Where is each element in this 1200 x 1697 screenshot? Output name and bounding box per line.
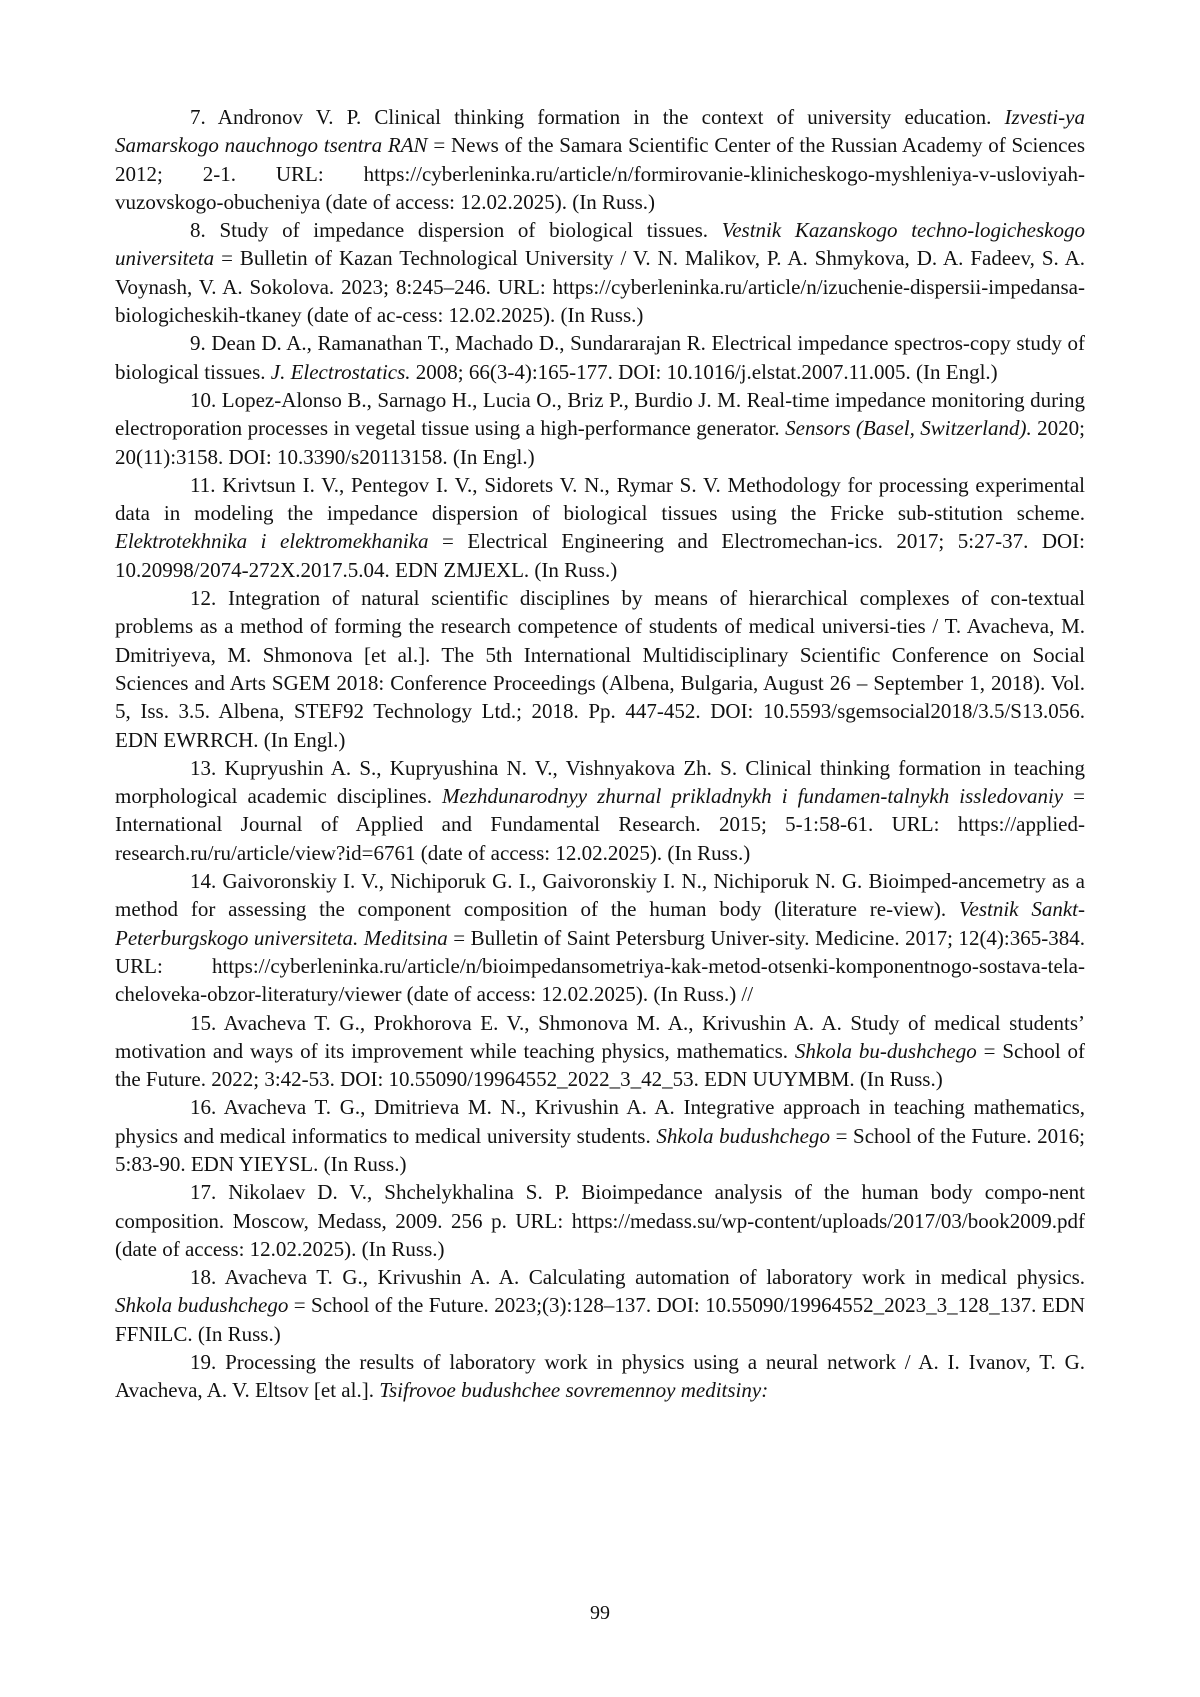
reference-entry [115, 1178, 1085, 1263]
reference-entry [115, 216, 1085, 329]
reference-journal-title: Vestnik Kazanskogo techno-logicheskogo universiteta [115, 218, 1085, 271]
reference-text: = Bulletin of Saint Petersburg Univer-sity. Medicine. 2017; 12(4):365-384. URL: https://cyberleninka.ru/article/n/bioimpedansometriya-kak-metod-otsenki-komponentnogo-sostava-tela-cheloveka-obzor-literatury/viewer (date of access: 12.02.2025). (In Russ.) // [115, 925, 1086, 1007]
reference-number: 14. [190, 869, 217, 894]
reference-text: Andronov V. P. Clinical thinking formation in the context of university education. [217, 105, 1005, 129]
reference-entry [115, 584, 1085, 754]
reference-number: 9. [190, 331, 206, 356]
reference-journal-title: Sensors (Basel, Switzerland). [785, 416, 1032, 441]
reference-journal-title: Mezhdunarodnyy zhurnal prikladnykh i fundamen-talnykh issledovaniy [442, 784, 1064, 809]
reference-number: 16. [190, 1095, 217, 1120]
reference-entry [115, 103, 1085, 216]
reference-entry [115, 754, 1085, 867]
reference-text: = International Journal of Applied and Fundamental Research. 2015; 5-1:58-61. URL: https://applied-research.ru/ru/article/view?id=6761 (date of access: 12.02.2025). (In Russ.) [115, 784, 1085, 865]
reference-text: Avacheva T. G., Dmitrieva M. N., Krivushin A. A. Integrative approach in teaching mathematics, physics and medical informatics to medical university students. [115, 1095, 1086, 1148]
reference-text: Processing the results of laboratory work in physics using a neural network / A. I. Ivanov, T. G. Avacheva, A. V. Eltsov [et al.]. [115, 1350, 1085, 1403]
reference-journal-title: Shkola budushchego [115, 1293, 289, 1318]
reference-journal-title: Shkola bu-dushchego [794, 1038, 977, 1063]
reference-entry [115, 867, 1085, 1008]
reference-entry [115, 1263, 1085, 1348]
reference-text: = Electrical Engineering and Electromechan-ics. 2017; 5:27-37. DOI: 10.20998/2074-272X.2017.5.04. EDN ZMJEXL. (In Russ.) [115, 529, 1086, 582]
reference-number: 17. [190, 1180, 217, 1205]
reference-journal-title: J. Electrostatics. [270, 359, 411, 384]
reference-text: Kupryushin A. S., Kupryushina N. V., Vishnyakova Zh. S. Clinical thinking formation in teaching morphological academic disciplines. [115, 755, 1086, 809]
reference-text: = News of the Samara Scientific Center of the Russian Academy of Sciences 2012; 2-1. URL: https://cyberleninka.ru/article/n/formirovanie-klinicheskogo-myshleniya-v-usloviyah-vuzovskogo-obucheniya (date of access: 12.02.2025). (In Russ.) [115, 133, 1085, 214]
reference-number: 18. [190, 1265, 217, 1290]
reference-text: Krivtsun I. V., Pentegov I. V., Sidorets V. N., Rymar S. V. Methodology for processing experimental data in modeling the impedance dispersion of biological tissues using the Fricke sub-stitution scheme. [115, 472, 1085, 526]
reference-number: 13. [190, 755, 217, 780]
reference-text: Avacheva T. G., Prokhorova E. V., Shmonova M. A., Krivushin A. A. Study of medical students’ motivation and ways of its improvement while teaching physics, mathematics. [115, 1010, 1085, 1063]
reference-journal-title: Vestnik Sankt-Peterburgskogo universiteta. Meditsina [115, 897, 1085, 950]
reference-number: 19. [190, 1350, 217, 1375]
reference-entry [115, 471, 1085, 584]
reference-list [115, 103, 1085, 1405]
reference-entry [115, 1093, 1085, 1178]
reference-text: Dean D. A., Ramanathan T., Machado D., Sundararajan R. Electrical impedance spectros-copy study of biological tissues. [115, 331, 1085, 384]
reference-number: 10. [190, 387, 217, 412]
reference-text: = School of the Future. 2016; 5:83-90. EDN YIEYSL. (In Russ.) [115, 1123, 1085, 1176]
reference-number: 7. [190, 105, 206, 129]
reference-text: = School of the Future. 2022; 3:42-53. DOI: 10.55090/19964552_2022_3_42_53. EDN UUYMBM. (In Russ.) [115, 1038, 1086, 1092]
page-number: 99 [590, 1602, 610, 1624]
reference-text: Study of impedance dispersion of biological tissues. [219, 218, 722, 243]
reference-journal-title: Izvesti-ya Samarskogo nauchnogo tsentra RAN [115, 105, 1085, 158]
reference-text: Avacheva T. G., Krivushin A. A. Calculating automation of laboratory work in medical physics. [224, 1265, 1085, 1290]
reference-entry [115, 386, 1085, 471]
reference-text: Gaivoronskiy I. V., Nichiporuk G. I., Gaivoronskiy I. N., Nichiporuk N. G. Bioimped-ancemetry as a method for assessing the component composition of the human body (literature re-view). [115, 869, 1085, 922]
reference-number: 11. [190, 472, 216, 497]
reference-entry [115, 1009, 1085, 1094]
reference-number: 12. [190, 586, 217, 611]
reference-number: 15. [190, 1010, 217, 1035]
reference-text: Lopez-Alonso B., Sarnago H., Lucia O., Briz P., Burdio J. M. Real-time impedance monitoring during electroporation processes in vegetal tissue using a high-performance generator. [115, 387, 1086, 441]
reference-text: Nikolaev D. V., Shchelykhalina S. P. Bioimpedance analysis of the human body compo-nent composition. Moscow, Medass, 2009. 256 p. URL: https://medass.su/wp-content/uploads/2017/03/book2009.pdf (date of access: 12.02.2025). (In Russ.) [115, 1180, 1086, 1261]
reference-text: = School of the Future. 2023;(3):128–137. DOI: 10.55090/19964552_2023_3_128_137. EDN FFNILC. (In Russ.) [115, 1293, 1085, 1346]
reference-text: = Bulletin of Kazan Technological University / V. N. Malikov, P. A. Shmykova, D. A. Fadeev, S. A. Voynash, V. A. Sokolova. 2023; 8:245–246. URL: https://cyberleninka.ru/article/n/izuchenie-dispersii-impedansa-biologicheskih-tkaney (date of ac-cess: 12.02.2025). (In Russ.) [115, 246, 1085, 328]
reference-number: 8. [190, 218, 206, 243]
reference-text: Integration of natural scientific disciplines by means of hierarchical complexes of con-textual problems as a method of forming the research competence of students of medical universi-ties / T. Avacheva, M. Dmitriyeva, M. Shmonova [et al.]. The 5th International Multidisciplinary Scientific Conference on Social Sciences and Arts SGEM 2018: Conference Proceedings (Albena, Bulgaria, August 26 – September 1, 2018). Vol. 5, Iss. 3.5. Albena, STEF92 Technology Ltd.; 2018. Pp. 447-452. DOI: 10.5593/sgemsocial2018/3.5/S13.056. EDN EWRRCH. (In Engl.) [115, 586, 1086, 752]
reference-journal-title: Tsifrovoe budushchee sovremennoy meditsiny: [379, 1378, 769, 1403]
reference-journal-title: Elektrotekhnika i elektromekhanika [115, 529, 429, 554]
reference-text: 2008; 66(3-4):165-177. DOI: 10.1016/j.elstat.2007.11.005. (In Engl.) [410, 359, 998, 384]
reference-entry [115, 1348, 1085, 1405]
reference-entry [115, 329, 1085, 386]
reference-text: 2020; 20(11):3158. DOI: 10.3390/s20113158. (In Engl.) [115, 416, 1085, 469]
reference-journal-title: Shkola budushchego [656, 1123, 830, 1148]
